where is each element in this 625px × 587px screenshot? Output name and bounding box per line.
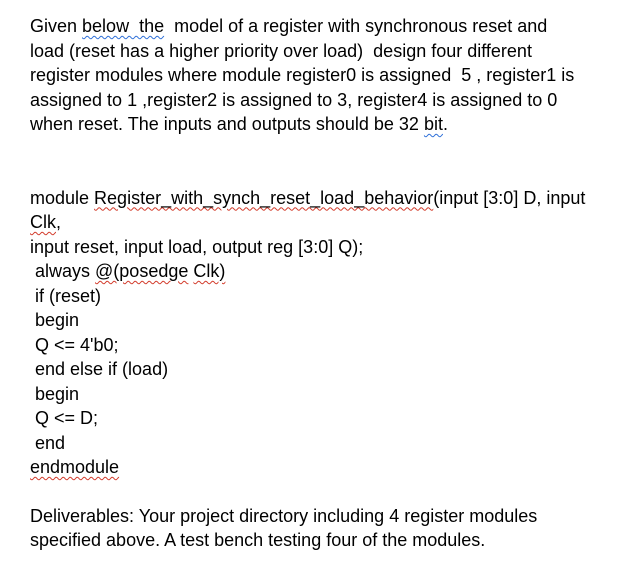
code-block — [30, 186, 620, 480]
deliverables-line-1: Deliverables: Your project directory including 4 register modules — [30, 505, 538, 526]
spelling-flag-endmodule: endmodule — [30, 457, 120, 477]
code-line-7: Q <= 4'b0; — [30, 334, 119, 355]
code-line-2 — [30, 210, 620, 235]
spelling-flag-clk-paren: Clk) — [193, 261, 226, 281]
code-line-5: if (reset) — [30, 285, 102, 306]
spelling-flag-clk: Clk — [30, 212, 56, 232]
code-line-1-start: module — [30, 187, 95, 208]
code-line-3: input reset, input load, output reg [3:0] Q); — [30, 236, 364, 257]
document-body — [30, 14, 620, 553]
code-line-10: Q <= D; — [30, 408, 99, 428]
code-line-9: begin — [30, 383, 80, 404]
code-line-8: end else if (load) — [30, 359, 169, 379]
question-line-5-end: . — [442, 114, 448, 134]
deliverables-paragraph — [30, 504, 620, 553]
code-line-1-end: (input [3:0] D, input — [433, 187, 586, 208]
code-line-12 — [30, 455, 620, 480]
question-line-3: register modules where module register0 is assigned 5 , register1 is — [30, 65, 575, 85]
question-line-1 — [30, 14, 620, 39]
question-line-1-end: model of a register with synchronous reset and — [164, 16, 548, 36]
question-paragraph — [30, 14, 620, 137]
question-line-2: load (reset has a higher priority over load) design four different — [30, 40, 532, 61]
deliverables-line-2: specified above. A test bench testing four of the modules. — [30, 530, 486, 550]
code-line-6: begin — [30, 310, 80, 330]
code-line-2-end: , — [56, 212, 62, 232]
code-line-4 — [30, 259, 620, 284]
code-line-1 — [30, 186, 620, 211]
code-line-11: end — [30, 432, 66, 453]
question-line-4: assigned to 1 ,register2 is assigned to 3, register4 is assigned to 0 — [30, 89, 558, 110]
spacer — [30, 480, 620, 504]
code-line-4-start: always — [30, 261, 96, 281]
grammar-flag-bit: bit — [423, 114, 443, 134]
spelling-flag-posedge: @(posedge — [95, 261, 189, 281]
grammar-flag-below-the: below the — [82, 16, 165, 36]
spacer — [30, 137, 620, 186]
spelling-flag-module-name: Register_with_synch_reset_load_behavior — [94, 187, 434, 208]
question-line-1-start: Given — [30, 16, 83, 36]
question-line-5-start: when reset. The inputs and outputs should be 32 — [30, 114, 424, 134]
question-line-5 — [30, 112, 620, 137]
